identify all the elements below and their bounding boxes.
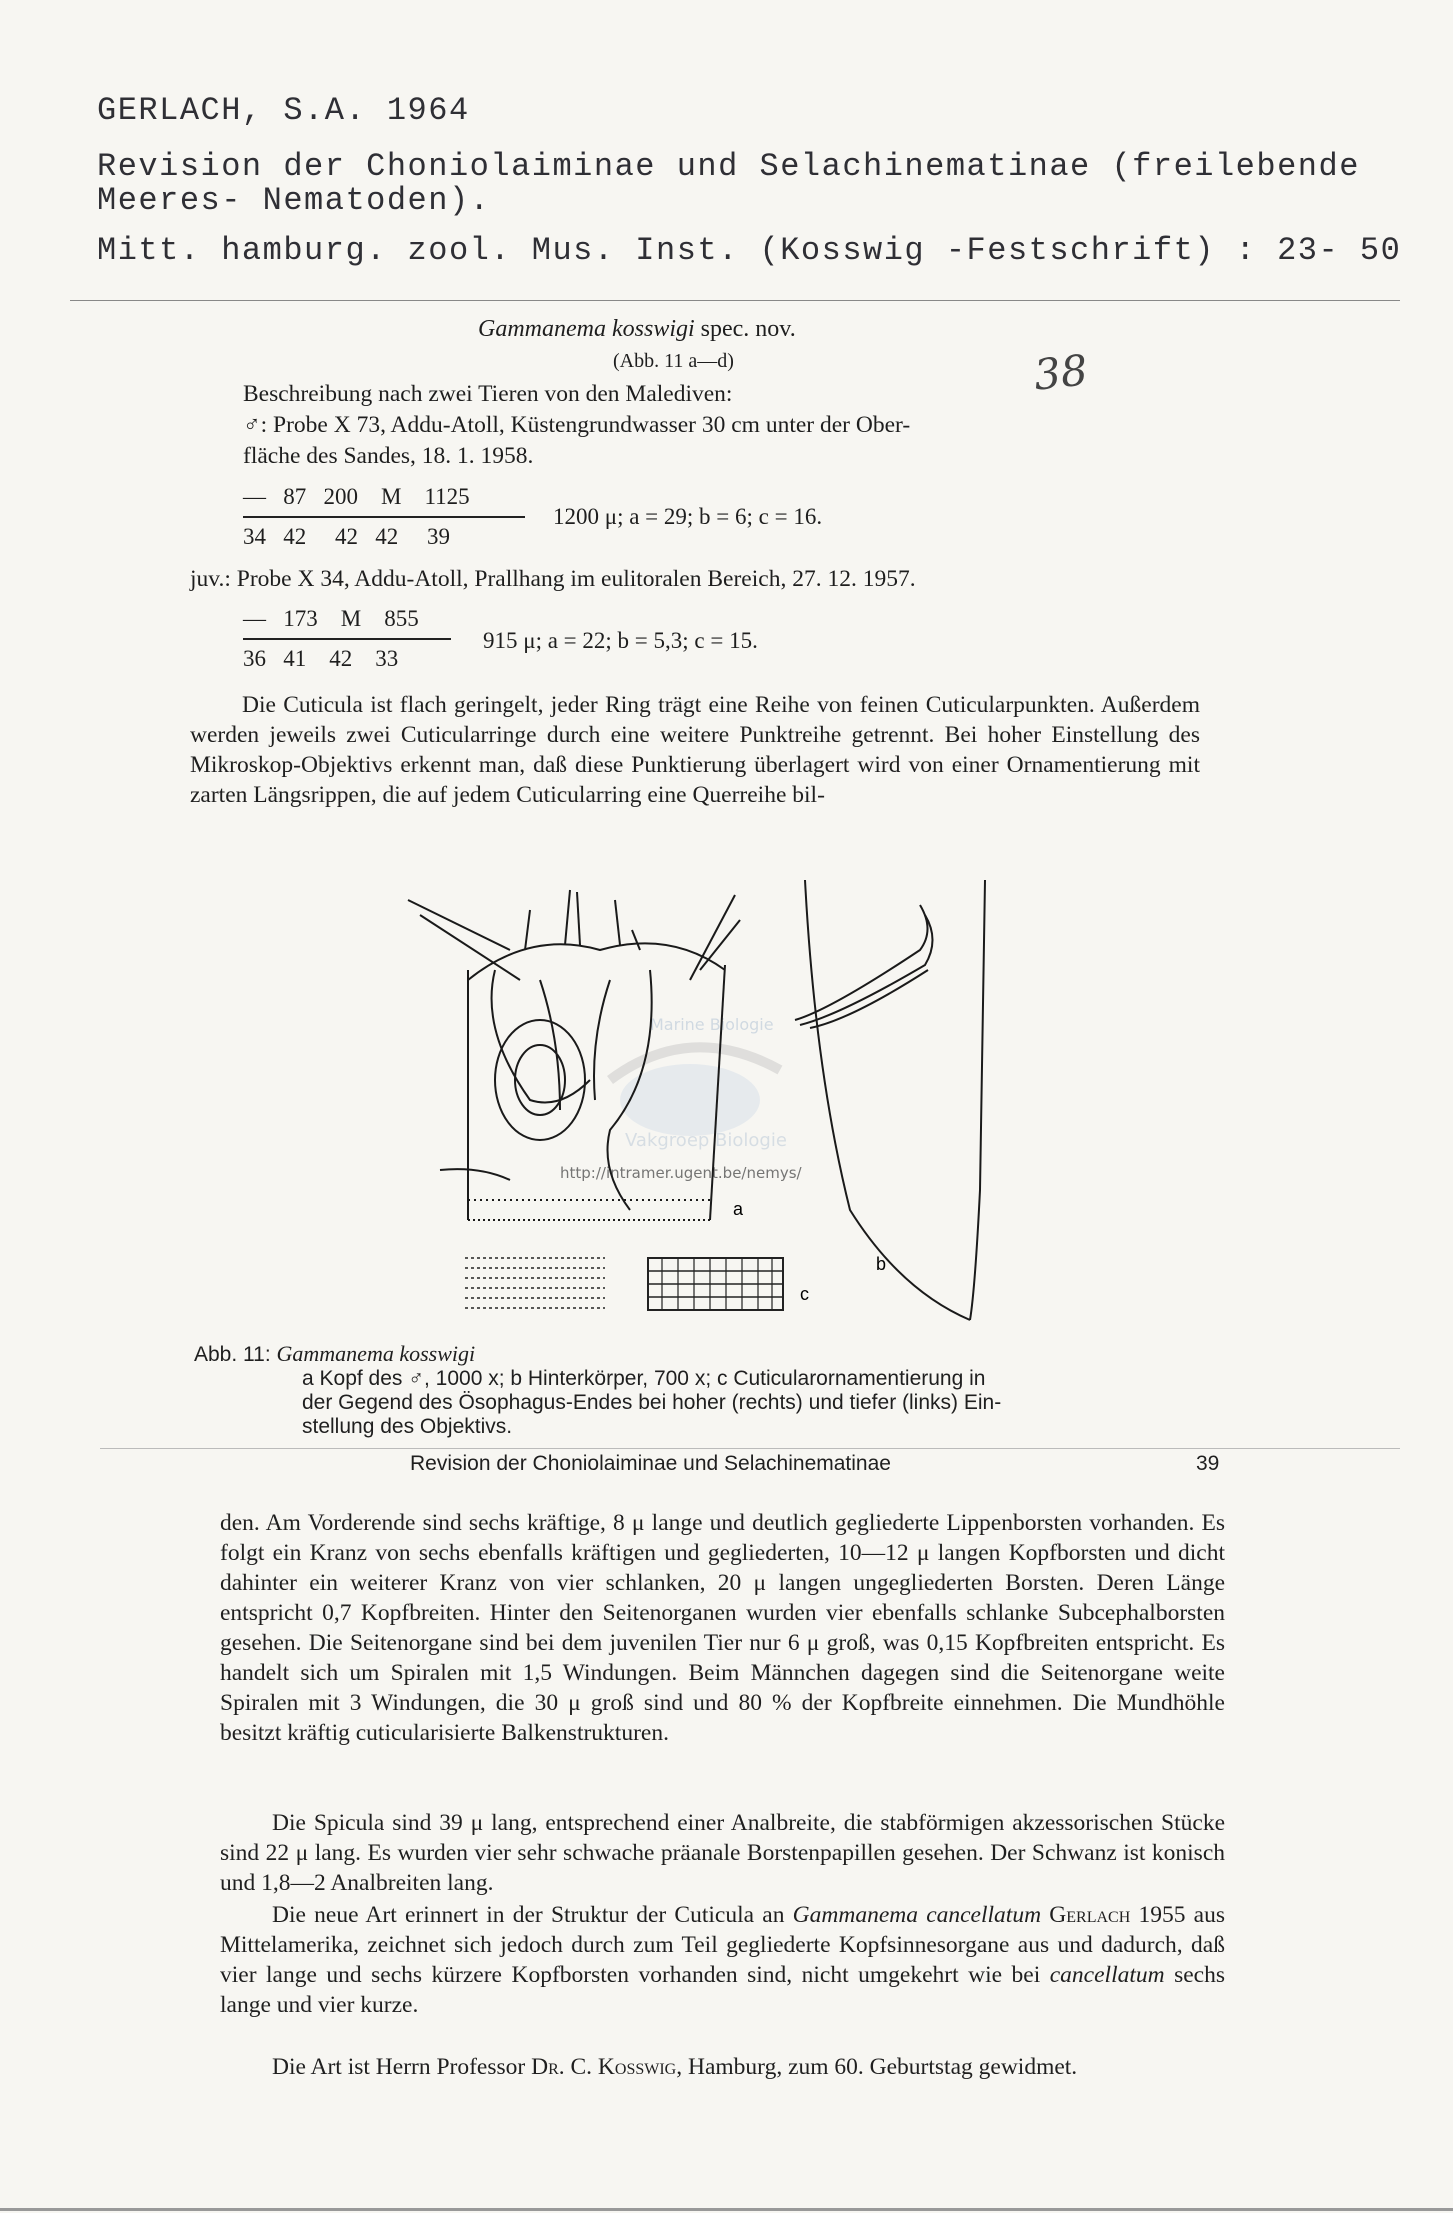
figure-b-tail — [795, 880, 985, 1320]
comparison-species-cancellatum: Gammanema cancellatum — [792, 1902, 1042, 1928]
figure-11-drawing — [400, 870, 1050, 1330]
reference-author-year: GERLACH, S.A. 1964 — [97, 92, 470, 129]
dedication-paragraph — [220, 2052, 1225, 2082]
male-specimen-line2: fläche des Sandes, 18. 1. 1958. — [243, 443, 534, 469]
comparison-text-1: Die neue Art erinnert in der Struktur der Cuticula an — [272, 1902, 793, 1928]
comparison-author: Gerlach — [1041, 1902, 1131, 1928]
figure-caption-line2: der Gegend des Ösophagus-Endes bei hoher (rechts) und tiefer (links) Ein- — [302, 1391, 1002, 1414]
comparison-text-2: 1955 aus Mittelamerika, zeichnet sich jedoch durch zum Teil gegliederte Kopfsinnesorgane aus und dadurch, daß vier lange und sechs kürzere Kopfborsten vorhanden sind, nicht umgekehrt wie bei — [220, 1902, 1226, 1988]
watermark-text-2: Vakgroep Biologie — [625, 1130, 787, 1151]
scan-bottom-edge — [0, 2208, 1453, 2211]
juvenile-formula-bottom: 36 41 42 33 — [243, 646, 399, 671]
watermark-logo — [610, 1015, 787, 1151]
comparison-species-short: cancellatum — [1049, 1962, 1165, 1988]
figure-label-b: b — [876, 1254, 887, 1274]
bristles-paragraph: den. Am Vorderende sind sechs kräftige, 8 μ lange und deutlich gegliederte Lippenborsten vorhanden. Es folgt ein Kranz von sechs ebenfalls kräftigen und gegliederten, 10—12 μ langen Kopfborsten und dicht dahinter ein weiterer Kranz von vier schlanken, 20 μ langen ungegliederten Borsten. Deren Länge entspricht 0,7 Kopfbreiten. Hinter den Seitenorganen wurden vier ebenfalls schlanke Subcephalborsten gesehen. Die Seitenorgane sind bei dem juvenilen Tier nur 6 μ groß, was 0,15 Kopfbreiten entspricht. Es handelt sich um Spiralen mit 1,5 Windungen. Beim Männchen dagegen sind die Seitenorgane weite Spiralen mit 3 Windungen, die 30 μ groß sind und 80 % der Kopfbreite einnehmen. Die Mundhöhle besitzt kräftig cuticularisierte Balkenstrukturen. — [220, 1510, 1225, 1746]
running-head-title: Revision der Choniolaiminae und Selachinematinae — [410, 1452, 891, 1475]
reference-journal: Mitt. hamburg. zool. Mus. Inst. (Kosswig -Festschrift) : 23- 50 — [97, 232, 1402, 269]
running-head-page-number: 39 — [1196, 1452, 1220, 1475]
species-name: Gammanema kosswigi — [478, 316, 695, 342]
juvenile-formula-bar — [243, 638, 451, 640]
figure-label-a: a — [733, 1199, 744, 1219]
species-heading — [478, 316, 796, 343]
cuticula-paragraph: Die Cuticula ist flach geringelt, jeder Ring trägt eine Reihe von feinen Cuticularpunkten. Außerdem werden jeweils zwei Cuticularringe durch eine weitere Punktreihe getrennt. Bei hoher Einstellung des Mikroskop-Objektivs erkennt man, daß diese Punktierung überlagert wird von einer Ornamentierung mit zarten Längsrippen, die auf jedem Cuticularring eine Querreihe bil- — [190, 692, 1200, 808]
reference-title-line2: Meeres- Nematoden). — [97, 182, 491, 219]
watermark-text-1: Marine Biologie — [650, 1015, 774, 1034]
description-intro: Beschreibung nach zwei Tieren von den Malediven: — [243, 381, 733, 407]
male-formula-top: — 87 200 M 1125 — [243, 484, 470, 509]
watermark-url: http://intramer.ugent.be/nemys/ — [560, 1164, 802, 1182]
dedication-text-2: , Hamburg, zum 60. Geburtstag gewidmet. — [676, 2054, 1078, 2080]
juvenile-formula-result: 915 μ; a = 22; b = 5,3; c = 15. — [483, 628, 758, 653]
juvenile-formula-top: — 173 M 855 — [243, 606, 419, 631]
handwritten-number: 38 — [1031, 345, 1090, 400]
figure-label-c: c — [800, 1284, 809, 1304]
figure-caption-line3: stellung des Objektivs. — [302, 1415, 513, 1438]
header-divider — [70, 300, 1400, 301]
figure-caption-line1: a Kopf des ♂, 1000 x; b Hinterkörper, 700 x; c Cuticularornamentierung in — [302, 1367, 986, 1390]
male-formula-bottom: 34 42 42 42 39 — [243, 524, 450, 549]
reference-title-line1: Revision der Choniolaiminae und Selachinematinae (freilebende — [97, 148, 1360, 185]
caption-species: Gammanema kosswigi — [276, 1341, 476, 1366]
male-formula-result: 1200 μ; a = 29; b = 6; c = 16. — [553, 504, 823, 529]
dedication-text-1: Die Art ist Herrn Professor — [272, 2054, 532, 2080]
male-formula-bar — [243, 516, 525, 518]
figure-c-cuticle-left — [465, 1258, 605, 1308]
comparison-paragraph — [220, 1900, 1225, 2020]
dedication-name: Dr. C. Kosswig — [531, 2054, 677, 2080]
juvenile-specimen-line: juv.: Probe X 34, Addu-Atoll, Prallhang im eulitoralen Bereich, 27. 12. 1957. — [190, 566, 916, 592]
caption-label: Abb. 11: — [194, 1343, 271, 1366]
species-suffix: spec. nov. — [694, 316, 796, 342]
male-specimen-line1: ♂: Probe X 73, Addu-Atoll, Küstengrundwasser 30 cm unter der Ober- — [243, 412, 911, 438]
figure-reference: (Abb. 11 a—d) — [613, 350, 734, 372]
figure-c-cuticle-right — [648, 1258, 783, 1310]
spicula-paragraph: Die Spicula sind 39 μ lang, entsprechend einer Analbreite, die stabförmigen akzessorischen Stücke sind 22 μ lang. Es wurden vier sehr schwache präanale Borstenpapillen gesehen. Der Schwanz ist konisch und 1,8—2 Analbreiten lang. — [220, 1810, 1225, 1896]
comparison-text-3: sechs lange und vier kurze. — [220, 1962, 1226, 2018]
figure-caption-title — [194, 1342, 475, 1367]
page-join-divider — [100, 1448, 1400, 1449]
